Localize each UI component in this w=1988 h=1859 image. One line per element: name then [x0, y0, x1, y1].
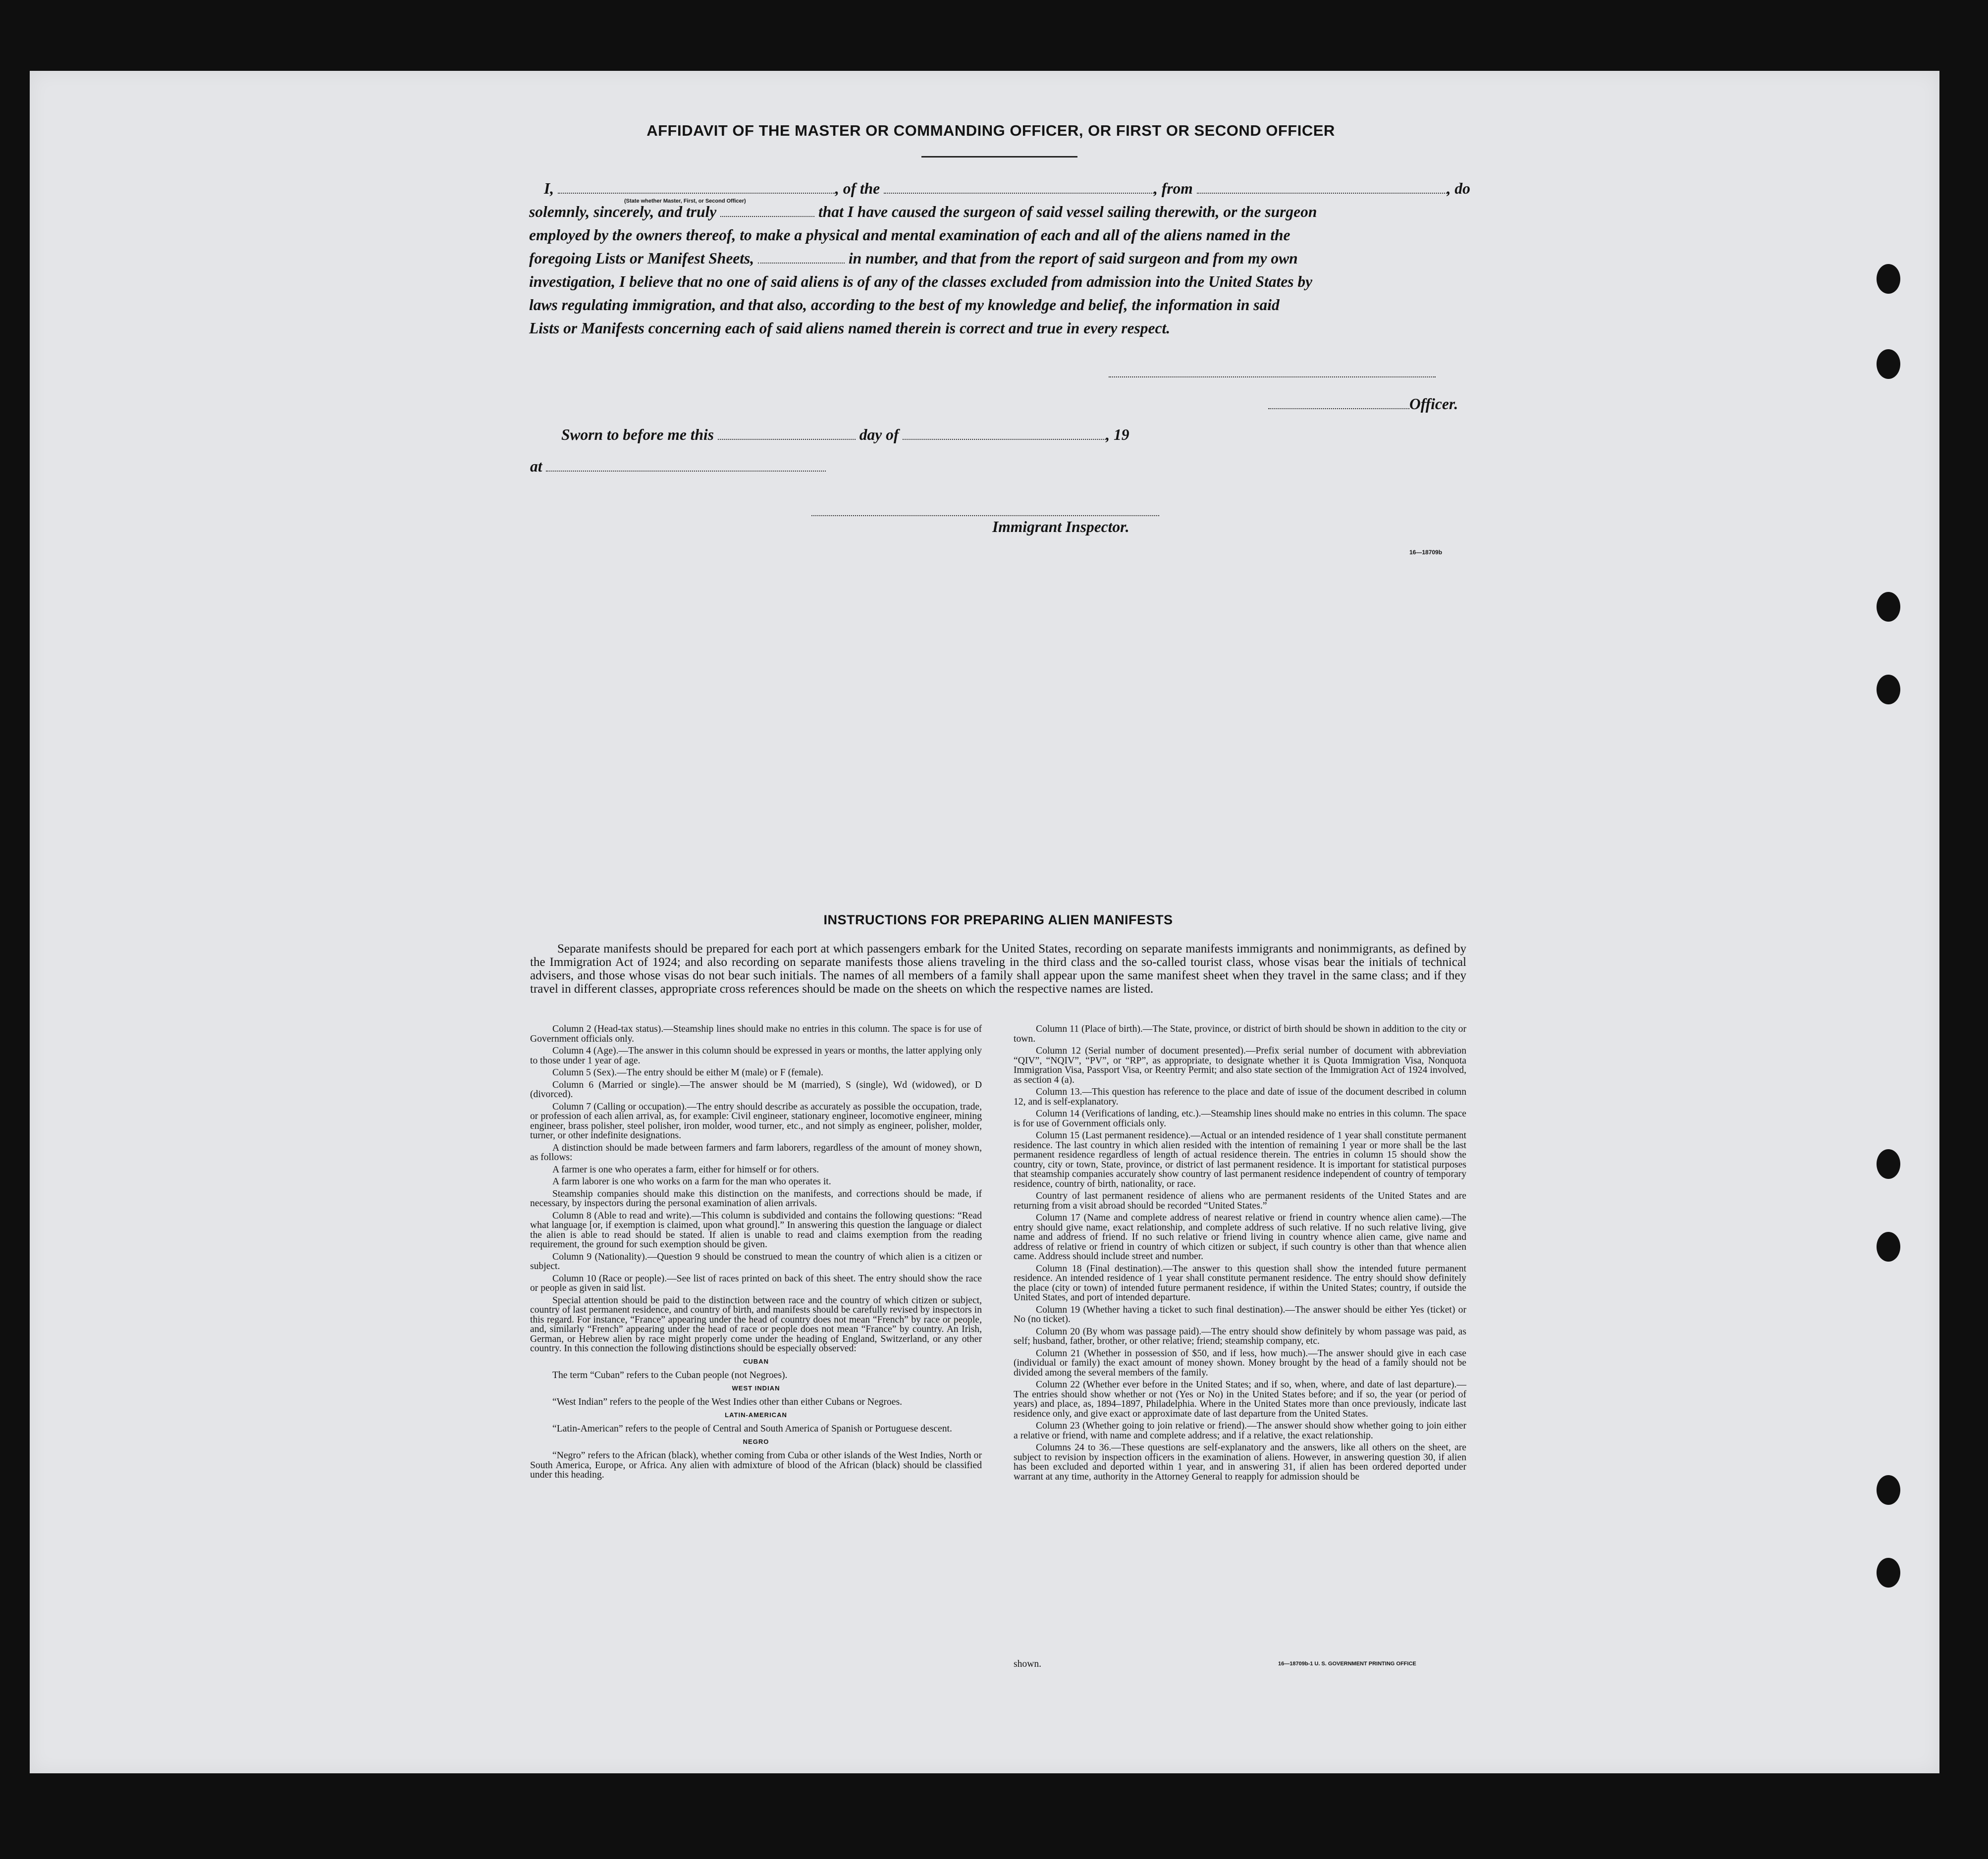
instruction-paragraph: Steamship companies should make this distinction on the manifests, and corrections should be made, if necessary, by inspectors during the personal examination of alien arrivals.	[530, 1188, 982, 1209]
last-word: shown.	[1014, 1659, 1042, 1669]
line-4-text-b: in number, and that from the report of said surgeon and from my own	[848, 250, 1298, 267]
latin-american-text: “Latin-American” refers to the people of Central and South America of Spanish or Portuguese descent.	[552, 1424, 952, 1434]
instruction-paragraph: Column 21 (Whether in possession of $50, and if less, how much).—The answer should give in each case (individual or family) the exact amount of money shown. Money brought by the head of a family should not be divided among the several members of the family.	[1014, 1348, 1466, 1378]
sworn-line	[561, 426, 1129, 444]
instruction-paragraph: Column 2 (Head-tax status).—Steamship lines should make no entries in this column. The space is for use of Government officials only.	[530, 1024, 982, 1044]
sworn-label: Sworn to before me this	[561, 426, 714, 443]
binder-hole	[1877, 349, 1900, 379]
instruction-paragraph: Column 19 (Whether having a ticket to such final destination).—The answer should be either Yes (ticket) or No (no ticket).	[1014, 1304, 1466, 1325]
of-the-label: , of the	[835, 180, 880, 197]
negro-heading: NEGRO	[743, 1437, 769, 1445]
instruction-paragraph: Column 23 (Whether going to join relative or friend).—The answer should show whether going to join either a relative or friend, with name and complete address; and if a relative, the exact relationship.	[1014, 1421, 1466, 1441]
west-indian-heading: WEST INDIAN	[732, 1384, 780, 1392]
affidavit-line-5: investigation, I believe that no one of said aliens is of any of the classes excluded from admission into the United States by	[529, 273, 1313, 290]
instruction-paragraph: Column 6 (Married or single).—The answer should be M (married), S (single), Wd (widowed), or D (divorced).	[530, 1079, 982, 1100]
binder-hole	[1877, 1558, 1900, 1588]
instruction-paragraph: Column 9 (Nationality).—Question 9 should be construed to mean the country of which alien is a citizen or subject.	[530, 1251, 982, 1272]
instruction-paragraph: A distinction should be made between farmers and farm laborers, regardless of the amount of money shown, as follows:	[530, 1142, 982, 1163]
latin-american-heading: LATIN-AMERICAN	[725, 1411, 787, 1419]
instruction-paragraph: A farmer is one who operates a farm, either for himself or for others.	[552, 1164, 819, 1175]
cuban-heading: CUBAN	[743, 1357, 769, 1365]
negro-text: “Negro” refers to the African (black), whether coming from Cuba or other islands of the West Indies, North or South America, Europe, or Africa. Any alien with admixture of blood of the African (black) should be classified under this heading.	[530, 1450, 982, 1480]
cuban-text: The term “Cuban” refers to the Cuban people (not Negroes).	[552, 1370, 788, 1381]
binder-hole	[1877, 1475, 1900, 1505]
instruction-paragraph: A farm laborer is one who works on a farm for the man who operates it.	[552, 1176, 831, 1187]
instruction-paragraph: Column 17 (Name and complete address of nearest relative or friend in country whence alien came).—The entry should give name, exact relationship, and complete address of such relative. If no such relative living, give name and address of friend. If no such relative or friend living in country whence alien came, give name and address of relative or friend in country of which citizen or subject, if such country is other than that whence alien came. Address should include street and number.	[1014, 1213, 1466, 1262]
binder-hole	[1877, 592, 1900, 622]
affidavit-line-4	[529, 250, 1298, 267]
instruction-paragraph: Column 4 (Age).—The answer in this column should be expressed in years or months, the latter applying only to those under 1 year of age.	[530, 1046, 982, 1066]
at-label: at	[530, 458, 542, 475]
day-of-label: day of	[859, 426, 899, 443]
instructions-title: INSTRUCTIONS FOR PREPARING ALIEN MANIFESTS	[823, 912, 1173, 927]
year-label: , 19	[1106, 426, 1129, 443]
from-label: , from	[1154, 180, 1193, 197]
line-2-text-b: that I have caused the surgeon of said vessel sailing therewith, or the surgeon	[818, 203, 1317, 220]
port-field[interactable]	[1197, 181, 1447, 194]
instruction-paragraph: Column 12 (Serial number of document presented).—Prefix serial number of document with abbreviation “QIV”, “NQIV”, “PV”, or “RP”, as appropriate, to designate whether it is Quota Immigration Visa, Nonquota Immigration Visa, Passport Visa, or Reentry Permit; and also state section of the Immigration Act of 1924 involved, as section 4 (a).	[1014, 1046, 1466, 1085]
rank-hint: (State whether Master, First, or Second Officer)	[624, 198, 746, 204]
at-line	[530, 458, 826, 476]
instruction-paragraph: Column 20 (By whom was passage paid).—The entry should show definitely by whom passage was paid, as self; husband, father, brother, or other relative; friend; steamship company, etc.	[1014, 1326, 1466, 1346]
at-place-field[interactable]	[546, 459, 826, 472]
affidavit-line-1	[544, 180, 1470, 198]
instruction-paragraph: Column 14 (Verifications of landing, etc.).—Steamship lines should make no entries in this column. The space is for use of Government officials only.	[1014, 1109, 1466, 1129]
signature-line[interactable]	[1109, 376, 1436, 377]
binder-hole	[1877, 1232, 1900, 1262]
affidavit-line-7: Lists or Manifests concerning each of said aliens named therein is correct and true in every respect.	[529, 319, 1171, 337]
binder-hole	[1877, 264, 1900, 294]
affidavit-line-2	[529, 203, 1317, 221]
instruction-paragraph: Column 8 (Able to read and write).—This column is subdivided and contains the following questions: “Read what language [or, if exemption is claimed, upon what ground].” In answering this question the language or dialect the alien is able to read should be stated. If alien is unable to read and claims exemption from the reading requirement, the ground for such exemption should be given.	[530, 1210, 982, 1250]
affidavit-title: AFFIDAVIT OF THE MASTER OR COMMANDING OFFICER, OR FIRST OR SECOND OFFICER	[646, 122, 1335, 139]
vessel-field[interactable]	[884, 181, 1154, 194]
sworn-month-field[interactable]	[903, 427, 1106, 440]
instruction-paragraph: Column 5 (Sex).—The entry should be either M (male) or F (female).	[552, 1067, 823, 1078]
binder-hole	[1877, 1149, 1900, 1179]
affidavit-line-3: employed by the owners thereof, to make a physical and mental examination of each and all of the aliens named in the	[529, 226, 1290, 244]
instructions-left-column	[530, 1024, 982, 1483]
instruction-paragraph: Column 18 (Final destination).—The answer to this question shall show the intended future permanent residence. An intended residence of 1 year shall constitute permanent residence. The entry should show definitely the place (city or town) of intended future permanent residence, if within the United States; country, if outside the United States, and port of intended departure.	[1014, 1263, 1466, 1303]
binder-hole	[1877, 675, 1900, 704]
printing-office-code: 16—18709b-1 U. S. GOVERNMENT PRINTING OFFICE	[1278, 1661, 1416, 1667]
i-label: I,	[544, 180, 554, 197]
officer-label: Officer.	[1409, 395, 1458, 413]
sworn-day-field[interactable]	[718, 427, 856, 440]
solemnly-field[interactable]	[720, 204, 814, 217]
instruction-paragraph: Country of last permanent residence of aliens who are permanent residents of the United States and are returning from a visit abroad should be recorded “United States.”	[1014, 1191, 1466, 1211]
west-indian-text: “West Indian” refers to the people of the West Indies other than either Cubans or Negroes.	[552, 1397, 902, 1407]
officer-rank-field[interactable]	[558, 181, 835, 194]
instruction-paragraph: Column 22 (Whether ever before in the United States; and if so, when, where, and date of last departure).—The entries should show whether or not (Yes or No) in the United States before; and if so, the year (or period of years) and place, as, 1894–1897, Philadelphia. Where in the United States more than once previously, indicate last residence only, and give exact or approximate date of last departure from the United States.	[1014, 1380, 1466, 1419]
instruction-paragraph: Columns 24 to 36.—These questions are self-explanatory and the answers, like all others on the sheet, are subject to revision by inspection officers in the examination of aliens. However, in answering question 30, if alien has been excluded and deported within 1 year, and in answering 31, if alien has been ordered deported under warrant at any time, authority in the Attorney General to reapply for admission should be	[1014, 1442, 1466, 1482]
instructions-right-column	[1014, 1024, 1466, 1484]
instruction-paragraph: Column 15 (Last permanent residence).—Actual or an intended residence of 1 year shall constitute permanent residence. The last country in which alien resided with the intention of remaining 1 year or more shall be the last permanent residence regardless of length of actual residence therein. The entries in column 15 should show the country, city or town, State, province, or district of last permanent residence. It is important for statistical purposes that steamship companies accurately show country of last permanent residence independent of country of temporary residence, country of birth, nationality, or race.	[1014, 1130, 1466, 1189]
instruction-paragraph: Column 10 (Race or people).—See list of races printed on back of this sheet. The entry should show the race or people as given in said list.	[530, 1273, 982, 1293]
inspector-label: Immigrant Inspector.	[992, 518, 1129, 535]
title-rule	[921, 156, 1077, 158]
line-2-text-a: solemnly, sincerely, and truly	[529, 203, 717, 220]
inspector-signature-line[interactable]	[811, 515, 1159, 516]
officer-line	[1268, 395, 1458, 413]
affidavit-line-6: laws regulating immigration, and that also, according to the best of my knowledge and belief, the information in said	[529, 296, 1280, 314]
do-label: , do	[1447, 180, 1470, 197]
form-code: 16—18709b	[1409, 549, 1443, 556]
instructions-intro: Separate manifests should be prepared for each port at which passengers embark for the United States, recording on separate manifests immigrants and nonimmigrants, as defined by the Immigration Act of 1924; and also recording on separate manifests those aliens traveling in the third class and the so-called tourist class, whose visas bear the initials of technical advisers, and those whose visas do not bear such initials. The names of all members of a family shall appear upon the same manifest sheet when they travel in the same class; and if they travel in different classes, appropriate cross references should be made on the sheets on which the respective names are listed.	[530, 942, 1466, 996]
instruction-paragraph: Column 13.—This question has reference to the place and date of issue of the document described in column 12, and is self-explanatory.	[1014, 1087, 1466, 1107]
instruction-paragraph: Special attention should be paid to the distinction between race and the country of which citizen or subject, country of last permanent residence, and country of birth, and manifests should be carefully revised by inspectors in this regard. For instance, “France” appearing under the head of country does not mean “French” by race or people, and, similarly “French” appearing under the head of race or people does not mean “France” by country. An Irish, German, or Hebrew alien by race might properly come under the heading of England, Switzerland, or any other country. In this connection the following distinctions should be especially observed:	[530, 1295, 982, 1354]
officer-field[interactable]	[1268, 396, 1409, 409]
instruction-paragraph: Column 11 (Place of birth).—The State, province, or district of birth should be shown in addition to the city or town.	[1014, 1024, 1466, 1044]
line-4-text-a: foregoing Lists or Manifest Sheets,	[529, 250, 754, 267]
instruction-paragraph: Column 7 (Calling or occupation).—The entry should describe as accurately as possible the occupation, trade, or profession of each alien arrival, as, for example: Civil engineer, stationary engineer, locomotive engineer, mining engineer, brass polisher, steel polisher, iron molder, wood turner, etc., and not simply as engineer, polisher, molder, turner, or other indefinite designations.	[530, 1101, 982, 1141]
sheet-count-field[interactable]	[758, 251, 845, 264]
